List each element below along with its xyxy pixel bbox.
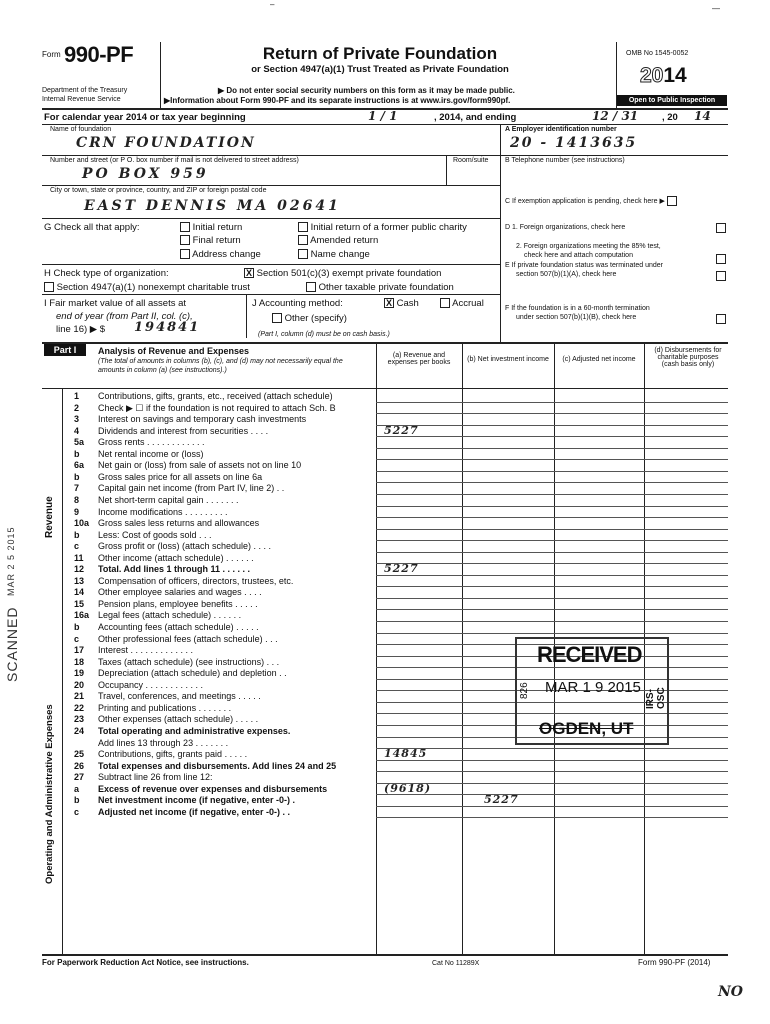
j-note: (Part I, column (d) must be on cash basis.)	[258, 331, 390, 338]
line-label: Total expenses and disbursements. Add lines 24 and 25	[98, 760, 337, 771]
line-label: Net gain or (loss) from sale of assets not on line 10	[98, 460, 302, 471]
line-number: b	[74, 448, 80, 459]
e-checkbox[interactable]	[716, 271, 726, 281]
stamp-left-code: 826	[519, 682, 530, 699]
col-a-value[interactable]: 5227	[384, 423, 419, 437]
row-rule	[376, 817, 728, 818]
exempt-pending-checkbox[interactable]	[667, 196, 677, 206]
line-number: 19	[74, 668, 85, 679]
line-label: Interest . . . . . . . . . . . . .	[98, 645, 194, 656]
name-label: Name of foundation	[50, 126, 112, 133]
line-label: Other employee salaries and wages . . . .	[98, 587, 262, 598]
line-label: Accounting fees (attach schedule) . . . . .	[98, 622, 259, 632]
street-value[interactable]: PO BOX 959	[82, 166, 209, 182]
calendar-end[interactable]: 12 / 31	[592, 109, 639, 123]
col-a-value[interactable]: 14845	[384, 747, 428, 761]
line-number: 13	[74, 575, 85, 586]
line-number: b	[74, 795, 80, 806]
line-number: 12	[74, 564, 85, 575]
d2-label-b: check here and attach computation	[524, 252, 633, 259]
form-title: Return of Private Foundation	[262, 44, 498, 63]
calendar-begin[interactable]: 1 / 1	[368, 109, 398, 123]
line-label: Occupancy . . . . . . . . . . . .	[98, 679, 204, 690]
h-4947[interactable]: Section 4947(a)(1) nonexempt charitable trust	[44, 282, 250, 293]
tax-year	[640, 64, 687, 88]
line-label: Gross profit or (loss) (attach schedule) . . . .	[98, 541, 272, 552]
line-number: 20	[74, 679, 85, 690]
line-number: c	[74, 541, 80, 552]
j-accrual[interactable]: Accrual	[440, 298, 484, 309]
line-label: Compensation of officers, directors, trustees, etc.	[98, 575, 294, 586]
g-name[interactable]: Name change	[298, 249, 370, 260]
line-label: Legal fees (attach schedule) . . . . . .	[98, 610, 242, 621]
line-label: Other income (attach schedule) . . . . . .	[98, 552, 254, 563]
line-label: Gross sales price for all assets on line 6a	[98, 471, 263, 482]
notice-info: ▶Information about Form 990-PF and its separate instructions is at www.irs.gov/form990pf.	[164, 96, 511, 105]
form-subtitle: or Section 4947(a)(1) Trust Treated as Private Foundation	[251, 64, 509, 75]
scanned-date: MAR 2 5 2015	[6, 526, 16, 596]
dept-line-2: Internal Revenue Service	[42, 96, 121, 103]
h-501c3-checkbox[interactable]: X	[245, 268, 252, 279]
line-label: Pension plans, employee benefits . . . . .	[98, 598, 258, 609]
line-label: Less: Cost of goods sold . . .	[98, 529, 212, 540]
h-other-taxable[interactable]: Other taxable private foundation	[306, 282, 454, 293]
line-number: c	[74, 633, 80, 644]
line-label: Add lines 13 through 23 . . . . . . .	[98, 737, 229, 748]
received-date: MAR 1 9 2015	[545, 679, 641, 696]
footer-cat: Cat No 11289X	[432, 960, 480, 967]
line-number: 11	[74, 552, 84, 563]
h-label: H Check type of organization:	[44, 268, 169, 279]
line-number: 5a	[74, 437, 85, 448]
col-d-header: (d) Disbursements for charitable purposes (cash basis only)	[654, 347, 722, 368]
foundation-name[interactable]: CRN FOUNDATION	[76, 135, 256, 151]
d1-label: D 1. Foreign organizations, check here	[505, 224, 626, 231]
col-b-value[interactable]: 5227	[484, 793, 519, 807]
i-line-3: line 16) ▶ $	[56, 324, 106, 335]
line-number: 6a	[74, 460, 85, 471]
col-a-value[interactable]: (9618)	[384, 781, 432, 795]
line-number: 24	[74, 725, 85, 736]
tax-year-outline: 20	[640, 64, 664, 87]
d1-checkbox[interactable]	[716, 223, 726, 233]
form-number: 990-PF	[64, 42, 134, 67]
notice-ssn: ▶ Do not enter social security numbers on this form as it may be made public.	[218, 86, 515, 95]
part-1-tag: Part I	[44, 344, 86, 356]
h-501c3[interactable]: X Section 501(c)(3) exempt private foundation	[245, 268, 442, 279]
line-label: Net rental income or (loss)	[98, 448, 204, 459]
line-label: Contributions, gifts, grants, etc., received (attach schedule)	[98, 391, 333, 401]
fmv-value[interactable]: 194841	[134, 320, 201, 335]
line-label: Subtract line 26 from line 12:	[98, 772, 213, 783]
line-number: 15	[74, 598, 85, 609]
form-prefix: Form	[42, 50, 61, 59]
col-c-header: (c) Adjusted net income	[562, 356, 636, 363]
line-number: 14	[74, 587, 85, 598]
line-number: 27	[74, 772, 85, 783]
line-number: b	[74, 529, 80, 540]
calendar-mid: , 2014, and ending	[434, 112, 517, 123]
line-number: 8	[74, 494, 80, 505]
line-number: 1	[74, 391, 80, 401]
line-number: 17	[74, 645, 85, 656]
side-revenue: Revenue	[44, 496, 55, 538]
e-label-1: E If private foundation status was terminated under	[505, 262, 663, 269]
street-label: Number and street (or P O. box number if mail is not delivered to street address)	[50, 157, 299, 164]
top-mark-right: —	[712, 4, 720, 13]
part-1-note: (The total of amounts in columns (b), (c), and (d) may not necessarily equal the amounts in column (a) (see instructions).)	[98, 358, 343, 374]
handwritten-initials: NO	[718, 984, 743, 1000]
calendar-yr-label: , 20	[662, 112, 678, 123]
line-label: Gross sales less returns and allowances	[98, 518, 260, 529]
line-label: Check ▶ ☐ if the foundation is not required to attach Sch. B	[98, 402, 336, 413]
line-label: Dividends and interest from securities . . . .	[98, 425, 269, 436]
received-city: OGDEN, UT	[539, 719, 634, 738]
line-number: 9	[74, 506, 80, 517]
line-number: b	[74, 622, 80, 632]
line-label: Taxes (attach schedule) (see instructions) . . .	[98, 656, 280, 667]
line-label: Depreciation (attach schedule) and depletion . .	[98, 668, 287, 679]
line-number: 7	[74, 483, 80, 494]
line-label: Net short-term capital gain . . . . . . .	[98, 494, 239, 505]
line-label: Contributions, gifts, grants paid . . . . .	[98, 749, 248, 760]
line-label: Printing and publications . . . . . . .	[98, 702, 232, 713]
calendar-label: For calendar year 2014 or tax year beginning	[44, 112, 246, 123]
line-number: 4	[74, 425, 80, 436]
line-label: Adjusted net income (if negative, enter -0-) . .	[98, 806, 291, 817]
g-initial[interactable]: Initial return	[180, 222, 242, 233]
exempt-pending-label: C If exemption application is pending, check here ▶	[505, 196, 677, 206]
line-label: Gross rents . . . . . . . . . . . .	[98, 437, 205, 448]
stamp-right-code: IRS-OSC	[645, 687, 667, 709]
line-number: 25	[74, 749, 85, 760]
city-label: City or town, state or province, country, and ZIP or foreign postal code	[50, 187, 267, 194]
room-label: Room/suite	[453, 157, 489, 164]
line-number: a	[74, 783, 80, 794]
d2-checkbox[interactable]	[716, 254, 726, 264]
footer-notice: For Paperwork Reduction Act Notice, see instructions.	[42, 958, 249, 967]
e-label-2: section 507(b)(1)(A), check here	[516, 271, 617, 278]
ein-value[interactable]: 20 - 1413635	[510, 135, 638, 151]
g-amended[interactable]: Amended return	[298, 235, 378, 246]
j-other[interactable]: Other (specify)	[272, 313, 347, 324]
f-label-1: F If the foundation is in a 60-month termination	[505, 305, 650, 312]
line-label: Total. Add lines 1 through 11 . . . . . .	[98, 564, 251, 575]
top-mark-left: –	[270, 0, 275, 9]
line-number: 21	[74, 691, 85, 702]
g-address[interactable]: Address change	[180, 249, 261, 260]
line-label: Other expenses (attach schedule) . . . . .	[98, 714, 259, 725]
line-label: Total operating and administrative expenses.	[98, 725, 291, 736]
received-stamp	[515, 637, 669, 745]
line-number: 18	[74, 656, 85, 667]
line-label: Interest on savings and temporary cash investments	[98, 414, 307, 425]
g-final[interactable]: Final return	[180, 235, 241, 246]
received-text: RECEIVED	[537, 642, 642, 667]
f-label-2: under section 507(b)(1)(B), check here	[516, 314, 637, 321]
col-a-value[interactable]: 5227	[384, 562, 419, 576]
city-value[interactable]: EAST DENNIS MA 02641	[84, 198, 341, 214]
omb-number: OMB No 1545-0052	[626, 50, 689, 57]
line-number: 26	[74, 760, 85, 771]
footer-form: Form 990-PF (2014)	[638, 958, 711, 967]
i-line-1: I Fair market value of all assets at	[44, 298, 187, 309]
line-number: 22	[74, 702, 85, 713]
line-number: 3	[74, 414, 80, 425]
line-number: b	[74, 471, 80, 482]
line-label: Net investment income (if negative, enter -0-) .	[98, 795, 296, 806]
j-label: J Accounting method:	[252, 298, 343, 309]
line-number: 10a	[74, 518, 90, 529]
line-label: Travel, conferences, and meetings . . . . .	[98, 691, 261, 702]
g-initial-former[interactable]: Initial return of a former public charity	[298, 222, 467, 233]
j-cash[interactable]: X Cash	[385, 298, 419, 309]
d2-label-a: 2. Foreign organizations meeting the 85% test,	[516, 243, 661, 250]
g-label: G Check all that apply:	[44, 222, 140, 233]
line-number: 2	[74, 402, 80, 413]
calendar-yr[interactable]: 14	[694, 109, 711, 123]
open-public-badge: Open to Public Inspection	[617, 95, 727, 106]
line-label: Capital gain net income (from Part IV, line 2) . .	[98, 483, 285, 494]
scanned-stamp: SCANNED	[4, 606, 20, 682]
tax-year-bold: 14	[663, 64, 687, 87]
col-b-header: (b) Net investment income	[467, 356, 549, 363]
col-a-header: (a) Revenue and expenses per books	[387, 352, 451, 366]
line-number: 23	[74, 714, 85, 725]
line-label: Other professional fees (attach schedule) . . .	[98, 633, 278, 644]
part-1-title: Analysis of Revenue and Expenses	[98, 346, 250, 356]
line-label: Excess of revenue over expenses and disbursements	[98, 783, 328, 794]
line-number: 16a	[74, 610, 90, 621]
phone-label: B Telephone number (see instructions)	[505, 157, 625, 164]
line-label: Income modifications . . . . . . . . .	[98, 506, 228, 517]
line-number: c	[74, 806, 80, 817]
i-line-2: end of year (from Part II, col. (c),	[56, 311, 193, 322]
side-expenses: Operating and Administrative Expenses	[44, 704, 55, 884]
f-checkbox[interactable]	[716, 314, 726, 324]
dept-line-1: Department of the Treasury	[42, 87, 128, 94]
ein-label: A Employer identification number	[505, 126, 617, 133]
